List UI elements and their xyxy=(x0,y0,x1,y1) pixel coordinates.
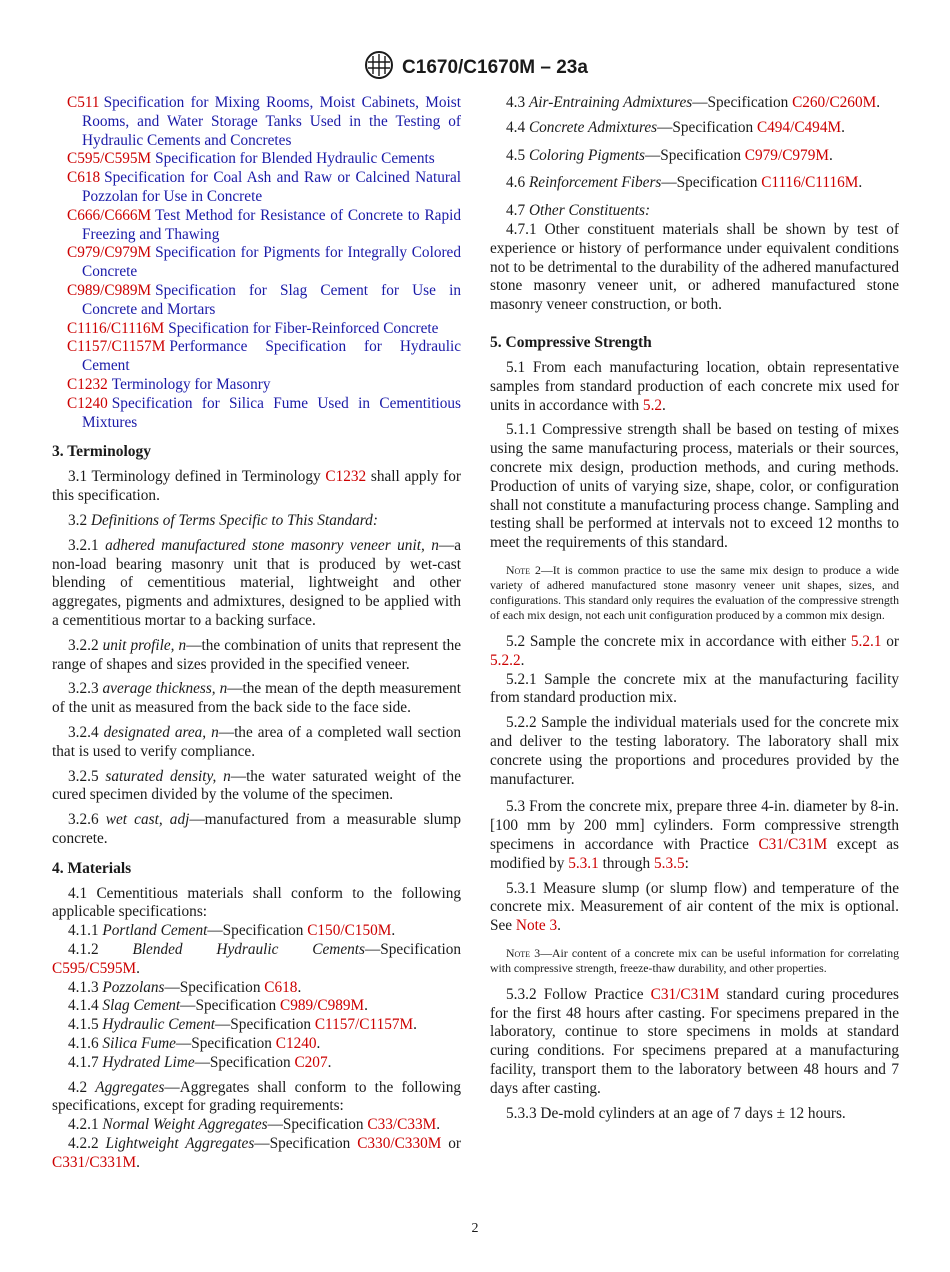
para-5-2-1: 5.2.1 Sample the concrete mix at the manufacturing facility from standard production mix. xyxy=(490,670,899,707)
ref-link[interactable]: 5.2 xyxy=(642,396,663,414)
para-5-3-2: 5.3.2 Follow Practice C31/C31M standard curing procedures for the first 48 hours after casting. For specimens prepared in the laboratory, continue to store specimens in molds at standard curing conditions. For specimens prepared at a manufacturing facility, transport them to the laboratory between 48 hours and 7 days after casting. xyxy=(490,985,899,1097)
material-item: 4.1.3 Pozzolans—Specification C618. xyxy=(68,978,302,996)
para-3-2-4: 3.2.4 designated area, n—the area of a completed wall section that is used to verify compliance. xyxy=(52,723,461,760)
spec-ref-title[interactable]: Specification for Fiber-Reinforced Concrete xyxy=(168,319,439,337)
section-3-heading: 3. Terminology xyxy=(52,443,152,461)
spec-ref-item[interactable] xyxy=(52,338,461,376)
spec-ref-item[interactable] xyxy=(52,282,461,320)
standard-designation: C1670/C1670M – 23a xyxy=(402,57,588,78)
para-5-1: 5.1 From each manufacturing location, obtain representative samples from standard production of each concrete mix used for units in accordance with 5.2. xyxy=(490,358,899,414)
ref-link[interactable]: C150/C150M xyxy=(307,922,392,940)
section-5-heading: 5. Compressive Strength xyxy=(490,333,652,351)
para-5-1-1: 5.1.1 Compressive strength shall be based on testing of mixes using the same manufacturing process, materials or their sources, concrete mix design, production methods, and curing methods. Production of units of varying size, shape, color, or configuration shall not constitute a manufacturing process change. Sampling and testing shall be performed at intervals not to exceed 12 months to meet the requirements of this standard. xyxy=(490,421,899,552)
ref-link[interactable]: 5.3.1 xyxy=(568,854,599,872)
ref-link[interactable]: C207 xyxy=(294,1053,328,1071)
material-item: 4.1.7 Hydrated Lime—Specification C207. xyxy=(68,1053,332,1071)
para-5-3-1: 5.3.1 Measure slump (or slump flow) and temperature of the concrete mix. Measurement of air content of the mix is optional. See Note 3. xyxy=(490,879,899,935)
spec-ref-title[interactable]: Specification for Pigments for Integrally Colored Concrete xyxy=(82,244,461,281)
para-3-2: 3.2 Definitions of Terms Specific to This Standard: xyxy=(68,511,378,529)
section-4-heading: 4. Materials xyxy=(52,859,132,877)
spec-ref-code[interactable]: C989/C989M xyxy=(67,281,152,299)
ref-link[interactable]: C1240 xyxy=(275,1035,317,1053)
para-3-2-5: 3.2.5 saturated density, n—the water saturated weight of the cured specimen divided by the volume of the specimen. xyxy=(52,767,461,804)
para-4-2-2: 4.2.2 Lightweight Aggregates—Specification C330/C330M or C331/C331M. xyxy=(52,1135,461,1171)
note-3: Note 3—Air content of a concrete mix can be useful information for correlating with compressive strength, freeze-thaw durability, and other properties. xyxy=(490,945,899,975)
spec-ref-item[interactable] xyxy=(52,395,461,433)
astm-logo-icon xyxy=(362,50,396,86)
material-item: 4.1.1 Portland Cement—Specification C150/C150M. xyxy=(68,922,396,940)
para-3-1: 3.1 Terminology defined in Terminology C1232 shall apply for this specification. xyxy=(52,468,461,505)
ref-link[interactable]: C31/C31M xyxy=(650,985,720,1003)
ref-link[interactable]: 5.2.2 xyxy=(490,651,521,669)
spec-ref-item[interactable] xyxy=(52,376,461,395)
para-3-2-1: 3.2.1 adhered manufactured stone masonry veneer unit, n—a non-load bearing masonry unit that is produced by wet-cast blending of cementitious material, lightweight and other aggregates, pigments and admixtures, designed to be applied with a cementitious mortar to a backing surface. xyxy=(52,536,461,629)
para-4-2-1: 4.2.1 Normal Weight Aggregates—Specification C33/C33M. xyxy=(68,1116,441,1134)
material-item: 4.1.2 Blended Hydraulic Cements—Specification C595/C595M. xyxy=(52,941,461,977)
para-5-2-2: 5.2.2 Sample the individual materials used for the concrete mix and deliver to the testing laboratory. The laboratory shall mix concrete using the proportions and procedures provided by the manufacturer. xyxy=(490,714,899,788)
spec-ref-code[interactable]: C618 xyxy=(67,169,101,187)
cementitious-materials-list xyxy=(52,922,461,1072)
spec-ref-item[interactable] xyxy=(52,169,461,207)
para-4-1: 4.1 Cementitious materials shall conform to the following applicable specifications: xyxy=(52,884,461,921)
spec-ref-item[interactable] xyxy=(52,94,461,150)
para-4-7: 4.7 Other Constituents: xyxy=(506,202,651,220)
spec-ref-title[interactable]: Specification for Blended Hydraulic Cements xyxy=(155,150,435,168)
ref-link[interactable]: C989/C989M xyxy=(280,997,365,1015)
spec-ref-code[interactable]: C1157/C1157M xyxy=(67,338,166,356)
ref-link[interactable]: C331/C331M xyxy=(52,1153,137,1171)
para-3-2-3: 3.2.3 average thickness, n—the mean of the depth measurement of the unit as measured from the back side to the face side. xyxy=(52,680,461,717)
spec-ref-title[interactable]: Performance Specification for Hydraulic Cement xyxy=(82,338,461,375)
spec-ref-item[interactable] xyxy=(52,207,461,245)
spec-ref-code[interactable]: C1232 xyxy=(67,375,108,393)
material-item: 4.1.5 Hydraulic Cement—Specification C1157/C1157M. xyxy=(68,1016,417,1034)
spec-ref-title[interactable]: Specification for Silica Fume Used in Cementitious Mixtures xyxy=(82,394,461,431)
spec-ref-title[interactable]: Test Method for Resistance of Concrete to Rapid Freezing and Thawing xyxy=(82,206,461,243)
spec-ref-title[interactable]: Specification for Slag Cement for Use in Concrete and Mortars xyxy=(82,281,461,318)
para-4-3: 4.3 Air-Entraining Admixtures—Specification C260/C260M. xyxy=(506,94,881,111)
page-header xyxy=(0,50,950,86)
ref-link[interactable]: C595/C595M xyxy=(52,959,137,977)
spec-ref-code[interactable]: C1240 xyxy=(67,394,108,412)
ref-link[interactable]: C33/C33M xyxy=(367,1116,437,1134)
ref-link[interactable]: Note 3 xyxy=(515,917,558,935)
ref-link[interactable]: C31/C31M xyxy=(758,835,828,853)
material-item: 4.1.6 Silica Fume—Specification C1240. xyxy=(68,1035,321,1053)
ref-link[interactable]: C330/C330M xyxy=(357,1135,442,1153)
ref-link[interactable]: 5.2.1 xyxy=(850,632,882,650)
spec-ref-title[interactable]: Terminology for Masonry xyxy=(111,375,271,393)
para-4-2: 4.2 Aggregates—Aggregates shall conform to the following specifications, except for grading requirements: xyxy=(52,1078,461,1115)
spec-ref-title[interactable]: Specification for Coal Ash and Raw or Calcined Natural Pozzolan for Use in Concrete xyxy=(82,169,461,205)
ref-link[interactable]: C979/C979M xyxy=(744,146,829,164)
left-column xyxy=(52,94,461,1173)
spec-ref-code[interactable]: C666/C666M xyxy=(67,206,152,224)
para-5-3-3: 5.3.3 De-mold cylinders at an age of 7 days ± 12 hours. xyxy=(506,1104,846,1122)
spec-ref-code[interactable]: C511 xyxy=(67,94,100,111)
ref-link[interactable]: C1157/C1157M xyxy=(314,1016,414,1034)
referenced-documents-list xyxy=(52,94,461,432)
ref-link[interactable]: 5.3.5 xyxy=(654,854,685,872)
para-3-2-6: 3.2.6 wet cast, adj—manufactured from a measurable slump concrete. xyxy=(52,811,461,847)
para-4-7-1: 4.7.1 Other constituent materials shall be shown by test of experience or history of performance under equivalent conditions not to be detrimental to the durability of the adhered manufactured stone masonry veneer unit, or adhered manufactured stone masonry veneer construction, or both. xyxy=(490,220,899,314)
ref-link[interactable]: C1232 xyxy=(325,468,367,486)
para-5-3: 5.3 From the concrete mix, prepare three 4-in. diameter by 8-in. [100 mm by 200 mm] cylinders. Form compressive strength specimens in accordance with Practice C31/C31M except as modified by 5.3.1 through 5.3.5: xyxy=(490,798,899,872)
ref-link[interactable]: C1116/C1116M xyxy=(761,174,859,192)
ref-link[interactable]: C260/C260M xyxy=(792,94,877,111)
spec-ref-item[interactable] xyxy=(52,150,461,169)
para-4-4: 4.4 Concrete Admixtures—Specification C494/C494M. xyxy=(506,118,845,136)
para-4-6: 4.6 Reinforcement Fibers—Specification C1116/C1116M. xyxy=(506,174,863,192)
para-3-2-2: 3.2.2 unit profile, n—the combination of units that represent the range of shapes and sizes provided in the specified veneer. xyxy=(52,636,462,673)
material-item: 4.1.4 Slag Cement—Specification C989/C989M. xyxy=(68,997,368,1015)
ref-link[interactable]: C618 xyxy=(264,978,298,996)
spec-ref-code[interactable]: C595/C595M xyxy=(67,150,152,168)
spec-ref-code[interactable]: C1116/C1116M xyxy=(67,319,165,337)
spec-ref-item[interactable] xyxy=(52,244,461,282)
note-2: Note 2—It is common practice to use the same mix design to produce a wide variety of adhered manufactured stone masonry veneer unit shapes, sizes, and configurations. This standard only requires the evaluation of the compressive strength of each mix design, not each unit configuration produced by a common mix design. xyxy=(490,562,899,622)
para-4-5: 4.5 Coloring Pigments—Specification C979/C979M. xyxy=(506,146,833,164)
para-5-2: 5.2 Sample the concrete mix in accordance with either 5.2.1 or 5.2.2. xyxy=(490,632,899,669)
right-column xyxy=(490,94,899,1129)
spec-ref-item[interactable] xyxy=(52,320,461,339)
spec-ref-code[interactable]: C979/C979M xyxy=(67,244,152,262)
ref-link[interactable]: C494/C494M xyxy=(756,118,842,136)
page-number: 2 xyxy=(471,1221,479,1236)
spec-ref-title[interactable]: Specification for Mixing Rooms, Moist Cabinets, Moist Rooms, and Water Storage Tanks Used in the Testing of Hydraulic Cements and Concretes xyxy=(82,94,461,149)
